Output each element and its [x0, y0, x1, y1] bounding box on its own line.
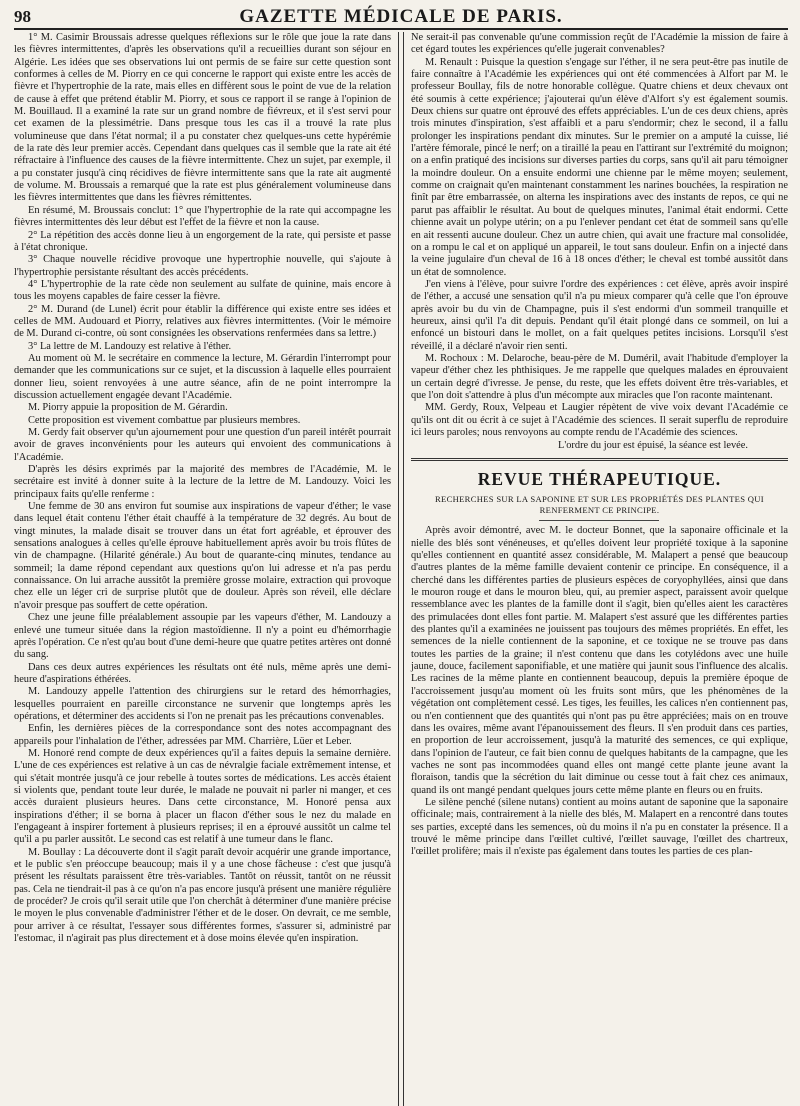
paragraph: En résumé, M. Broussais conclut: 1° que l'hypertrophie de la rate qui accompagne les fièvres intermittentes dès leur début est l'effet de la fièvre et non la cause.: [14, 204, 392, 229]
paragraph: M. Landouzy appelle l'attention des chirurgiens sur le retard des hémorrhagies, lesquelles pourraient en pareille circonstance ne survenir que longtemps après les opérations, et déterminer des accidents si l'on ne prenait pas les précautions convenables.: [14, 686, 392, 722]
left-column: [14, 32, 395, 1106]
column-rule: [398, 32, 404, 1106]
paragraph: D'après les désirs exprimés par la majorité des membres de l'Académie, M. le secrétaire est invité à donner suite à la lecture de la lettre de M. Landouzy. Voici les principaux faits qu'elle renferme :: [14, 464, 392, 500]
paragraph: J'en viens à l'élève, pour suivre l'ordre des expériences : cet élève, après avoir inspiré de l'éther, a accusé une sensation qu'il n'a pu mieux comparer qu'à celle que l'on éprouve après avoir bu du vin de Champagne, puis il s'est endormi d'un sommeil tranquille et heureux, ainsi qu'il l'a dit depuis. Pendant qu'il était plongé dans ce sommeil, on lui a enfoncé un bistouri dans le mollet, on a fait quelques petites incisions. Lorsqu'il s'est réveillé, il a déclaré n'avoir rien senti.: [410, 278, 788, 352]
paragraph: Le silène penché (silene nutans) contient au moins autant de saponine que la saponaire officinale; mais, contrairement à la nielle des blés, M. Malapert en a rencontré dans toutes ses parties, excepté dans les semences, où du moins il n'a pu en constater la présence. Il a trouvé le même principe dans l'œillet cultivé, l'œillet sauvage, l'œillet des chartreux, l'œillet prolifère; mais il n'existe pas également dans toutes les parties de ces plan-: [410, 796, 788, 858]
paragraph: MM. Gerdy, Roux, Velpeau et Laugier répètent de vive voix devant l'Académie ce qu'ils ont dit ou écrit à ce sujet à l'Académie des sciences. Il serait superflu de reproduire ici leurs paroles; nous renvoyons au compte rendu de l'Académie des sciences.: [410, 402, 788, 438]
page-number: 98: [14, 7, 31, 26]
two-column-body: [14, 32, 788, 1106]
paragraph: M. Rochoux : M. Delaroche, beau-père de M. Duméril, avait l'habitude d'employer la vapeur d'éther chez les phthisiques. Je me rappelle que quelques malades en éprouvaient un certain degré d'ivresse. Je pense, du reste, que les effets doivent être très-variables, et que l'on doit s'attendre à plus d'un mécompte aux miracles que l'on raconte maintenant.: [410, 352, 788, 401]
paragraph: M. Gerdy fait observer qu'un ajournement pour une question d'un pareil intérêt pourrait avoir de graves inconvénients pour les auteurs qui envoient des communications à l'Académie.: [14, 427, 392, 463]
paragraph: M. Piorry appuie la proposition de M. Gérardin.: [28, 402, 228, 414]
section-divider: [411, 458, 788, 461]
paragraph: Une femme de 30 ans environ fut soumise aux inspirations de vapeur d'éther; le vase dans lequel était contenu l'éther était chauffé à la température de 32 degrés. Au bout de vingt minutes, la malade disait se trouver dans un état fort agréable, et éprouver des sensations analogues à celles qu'elle éprouve habituellement après avoir bu trois flûtes de vin de champagne. (Hilarité générale.) Au bout de quarante-cinq minutes, tendance au sommeil; la dame répond cependant aux questions qu'on lui adresse et n'a pas perdu connaissance. On lui arrache aussitôt la première grosse molaire, extraction qui provoque chez elle un léger cri de surprise plutôt que de douleur. Après son réveil, elle déclare n'avoir presque pas souffert de cette opération.: [14, 501, 392, 611]
paragraph: M. Boullay : La découverte dont il s'agit paraît devoir acquérir une grande importance, et le public s'en préoccupe beaucoup; mais il y a une chose fâcheuse : c'est que jusqu'à présent les résultats paraissent être très-variables. Tantôt on réussit, tantôt on ne réussit pas. Cela ne tiendrait-il pas à ce qu'on n'a pas encore jusqu'à présent une manière régulière de procéder? Je crois qu'il serait utile que l'on cherchât à déterminer d'une manière précise le moyen le plus convenable d'administrer l'éther et de le doser. On devrait, ce me semble, pour arriver à ce résultat, l'essayer sous différentes formes, s'assurer si, administré par l'estomac, il n'agirait pas plus directement et à dose moins élevée qu'en inspiration.: [14, 846, 392, 945]
paragraph: Après avoir démontré, avec M. le docteur Bonnet, que la saponaire officinale et la nielle des blés sont vénéneuses, et qu'elles doivent leur propriété toxique à la saponine qu'elles contiennent en quantité assez considérable, M. Malapert a pensé que beaucoup d'autres plantes de la même famille devaient contenir ce principe. En conséquence, il a cherché dans les différentes parties de plusieurs espèces de coryophyllées, ainsi que dans le mouron rouge et dans le mouron bleu, qui, au premier aspect, paraissent avoir quelque ressemblance avec les plantes de la famille dont il s'agit, bien qu'elles aient les caractères des primulacées dont elles font partie. M. Malapert s'est assuré que les différentes parties des plantes qu'il a examinées ne jouissent pas toujours des mêmes propriétés. En effet, les semences de la nielle contiennent de la saponine, et ce toxique ne se trouve pas dans toutes les parties de la graine; il n'est contenu que dans les cotylédons avec une huile jaune, douce, facilement saponifiable, et une matière qui jaunit sous l'influence des alcalis. Les racines de la même plante en contiennent beaucoup, depuis la première époque de l'accroissement jusqu'au moment où les fruits sont mûrs, que les phénomènes de la végétation ont complètement cessé. Les tiges, les feuilles, les calices n'en contiennent pas, ou n'en contiennent que des quantités qui n'ont pas pu être appréciées; mais on en trouve dans les ovaires, même avant l'épanouissement des fleurs. Il s'en produit dans ces parties, en proportion de leur accroissement, jusqu'à la maturité des semences, ce qui explique, dans l'opinion de l'auteur, ce fait bien connu de quelques habitants de la campagne, que les vaches ne sont pas incommodées quand elles ont mangé cette plante jeune avant la floraison, tandis que la sécrétion du lait diminue ou cesse tout à fait chez ces animaux, quand ils ont mangé pendant quelques jours cette même plante en fleurs ou en fruits.: [410, 525, 788, 796]
paragraph: 3° Chaque nouvelle récidive provoque une hypertrophie nouvelle, qui s'ajoute à l'hypertrophie persistante résultant des accès précédents.: [14, 254, 392, 278]
paragraph: Cette proposition est vivement combattue par plusieurs membres.: [28, 414, 301, 426]
closing-line: [411, 439, 788, 452]
paragraph: Enfin, les dernières pièces de la correspondance sont des notes accompagnant des appareils pour l'inhalation de l'éther, adressées par MM. Charrière, Lüer et Leber.: [14, 723, 392, 747]
paragraph: 2° M. Durand (de Lunel) écrit pour établir la différence qui existe entre ses idées et celles de MM. Audouard et Piorry, relatives aux fièvres intermittentes. (Voir le mémoire de M. Durand ci-contre, où sont consignées les observations renfermées dans sa lettre.): [14, 303, 392, 340]
page-header: [14, 6, 788, 30]
right-column: [407, 32, 788, 1106]
paragraph: M. Honoré rend compte de deux expériences qu'il a faites depuis la semaine dernière. L'une de ces expériences est relative à un cas de névralgie faciale extrêmement intense, et qui s'était montrée jusqu'à ce jour rebelle à toutes sortes de médications. Les accès étaient si violents que, pendant toute leur durée, le malade ne pouvait ni parler ni manger, et ces accès duraient plusieurs heures. Dans cette circonstance, M. Honoré pensa aux inspirations d'éther; il se borna à placer un flacon d'éther sous le nez du malade en l'engageant à inspirer fortement à plusieurs reprises; il en a éprouvé aussitôt un calme tel qu'il a pu parler aussitôt. Le second cas est relatif à une tumeur dans le flanc.: [14, 747, 392, 846]
closing-text: L'ordre du jour est épuisé, la séance est levée.: [558, 440, 748, 452]
paragraph: 2° La répétition des accès donne lieu à un engorgement de la rate, qui persiste et passe à l'état chronique.: [14, 229, 392, 253]
newspaper-title: GAZETTE MÉDICALE DE PARIS.: [239, 6, 563, 27]
paragraph: Chez une jeune fille préalablement assoupie par les vapeurs d'éther, M. Landouzy a enlevé une tumeur située dans la région mastoïdienne. Il n'y a point eu d'hémorrhagie après l'opération. Ce n'est qu'au bout d'une demi-heure que quatre petites artères ont donné du sang.: [14, 612, 392, 661]
paragraph: Ne serait-il pas convenable qu'une commission reçût de l'Académie la mission de faire à cet égard toutes les expériences qu'elle jugerait convenables?: [410, 32, 788, 56]
paragraph: M. Renault : Puisque la question s'engage sur l'éther, il ne sera peut-être pas inutile de faire connaître à l'Académie les expériences qui ont été commencées à Alfort par M. le professeur Boullay, fils de notre honorable collègue. Quatre chiens et deux chevaux ont été soumis à cette expérience; j'ajouterai qu'un élève d'Alfort s'y est également soumis. Deux chiens sur quatre ont éprouvé des effets appréciables. L'un de ces deux chiens, après trois minutes d'inspiration, s'est affaibli et a paru s'endormir; chez le second, il a fallu prolonger les inspirations pendant dix minutes. Sur le premier on a amputé la cuisse, lié l'artère fémorale, pincé le nerf; on a tiraillé la peau en l'attirant sur l'extrémité du moignon; on a enfin pratiqué des incisions sur diverses parties du corps, sans qu'il ait paru témoigner la moindre douleur. On a ensuite endormi une chienne par le même moyen; seulement, comme on craignait qu'en maintenant constamment les narines bouchées, la respiration ne finît par être embarrassée, on alterna les inspirations avec des instants de repos, ce qui ne parut pas affaiblir le résultat. Au bout de quelques minutes, l'animal était endormi. Cette chienne avait un polype utérin; on a pu l'enlever pendant cet état de sommeil sans qu'elle en ait ressenti aucune douleur. Chez un autre chien, qui avait une fracture mal consolidée, on a rompu le cal et on appliqué un appareil, le tout sans douleur. Enfin on a injecté dans la veine jugulaire d'un cheval de 16 à 18 onces d'éther; le cheval est tombé aussitôt dans un état de somnolence.: [410, 56, 788, 278]
title-separator: [539, 520, 659, 521]
paragraph: 3° La lettre de M. Landouzy est relative à l'éther.: [28, 340, 232, 352]
paragraph: Dans ces deux autres expériences les résultats ont été nuls, même après une demi-heure d'aspirations éthérées.: [14, 661, 392, 685]
paragraph: Au moment où M. le secrétaire en commence la lecture, M. Gérardin l'interrompt pour demander que les communications sur ce sujet, et la discussion à laquelle elles pourraient donner lieu, soient renvoyées à une autre séance, afin de ne point interrompre la discussion actuellement engagée devant l'Académie.: [14, 352, 392, 401]
paragraph: 1° M. Casimir Broussais adresse quelques réflexions sur le rôle que joue la rate dans les fièvres intermittentes, d'après les observations qu'il a recueillies durant son séjour en Algérie. Les idées que ses observations lui ont permis de se faire sur cette question sont conformes à celles de M. Piorry en ce qui concerne le rapport qui existe entre les accès de fièvre et l'hypertrophie de la rate, mais elles en diffèrent sous le point de vue de la relation de cause à effet que prétend établir M. Piorry, et sous ce rapport il se range à l'opinion de M. Bouillaud. Il a examiné la rate sur un grand nombre de fiévreux, et il s'est servi pour cet examen de la plessimétrie. Dans presque tous les cas il a trouvé la rate plus volumineuse que dans l'état normal; il a pu constater chez quelques-uns cette hypérémie de la rate dès leur premier accès. Cependant dans quelques cas il semble que la rate ait été réfractaire à l'influence des causes de la fièvre intermittente. Chez un sujet, par exemple, il a pu constater jusqu'à cinq récidives de fièvre intermittente sans que la rate ait augmenté de volume. M. Broussais a remarqué que la rate est plus généralement volumineuse dans les fièvres intermittentes que dans les fièvres rémittentes.: [14, 32, 392, 204]
article-title: RECHERCHES SUR LA SAPONINE ET SUR LES PROPRIÉTÉS DES PLANTES QUI RENFERMENT CE PRINCIPE.: [435, 494, 764, 516]
revue-title: REVUE THÉRAPEUTIQUE.: [477, 469, 722, 490]
paragraph: 4° L'hypertrophie de la rate cède non seulement au sulfate de quinine, mais encore à tous les moyens capables de faire cesser la fièvre.: [14, 278, 392, 303]
